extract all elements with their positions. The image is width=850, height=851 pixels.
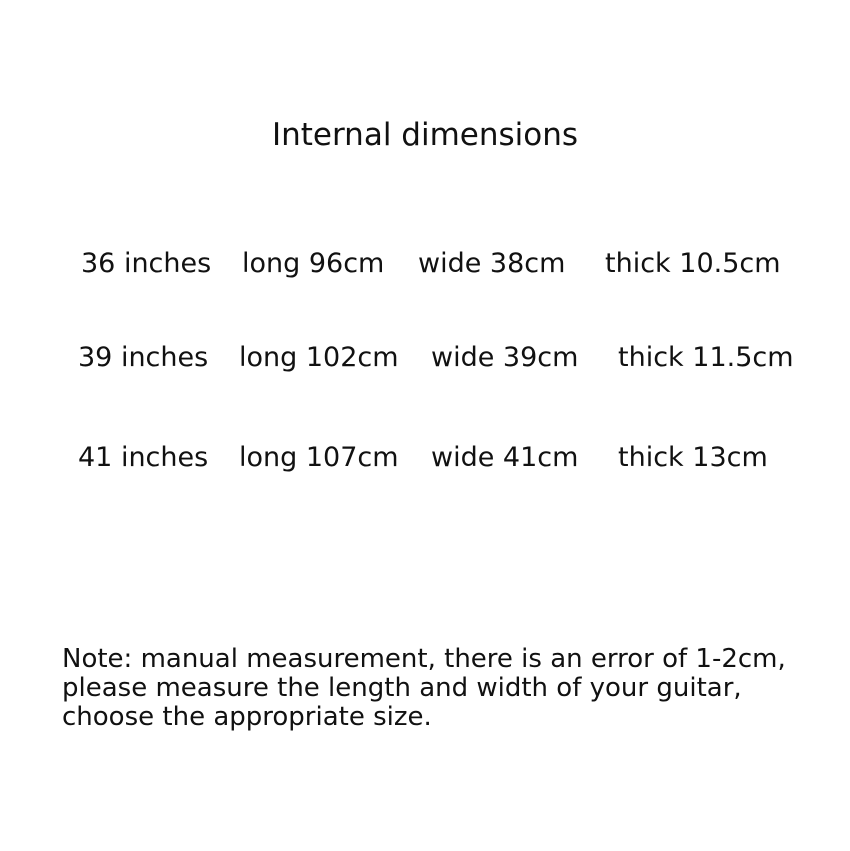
note-line: please measure the length and width of your guitar, bbox=[62, 673, 742, 703]
size-label: 41 inches bbox=[78, 442, 209, 473]
page-title: Internal dimensions bbox=[271, 117, 579, 153]
note-line: Note: manual measurement, there is an error of 1-2cm, bbox=[62, 644, 786, 674]
width-value: wide 39cm bbox=[431, 342, 579, 373]
size-label: 36 inches bbox=[81, 248, 212, 279]
thickness-value: thick 10.5cm bbox=[605, 248, 781, 279]
width-value: wide 41cm bbox=[431, 442, 579, 473]
length-value: long 96cm bbox=[242, 248, 385, 279]
width-value: wide 38cm bbox=[418, 248, 566, 279]
thickness-value: thick 11.5cm bbox=[618, 342, 794, 373]
dimension-row-36 bbox=[0, 244, 850, 284]
length-value: long 107cm bbox=[239, 442, 399, 473]
length-value: long 102cm bbox=[239, 342, 399, 373]
dimension-row-39 bbox=[0, 338, 850, 378]
size-label: 39 inches bbox=[78, 342, 209, 373]
measurement-note bbox=[62, 645, 822, 732]
dimension-row-41 bbox=[0, 438, 850, 478]
note-line: choose the appropriate size. bbox=[62, 702, 432, 732]
thickness-value: thick 13cm bbox=[618, 442, 768, 473]
